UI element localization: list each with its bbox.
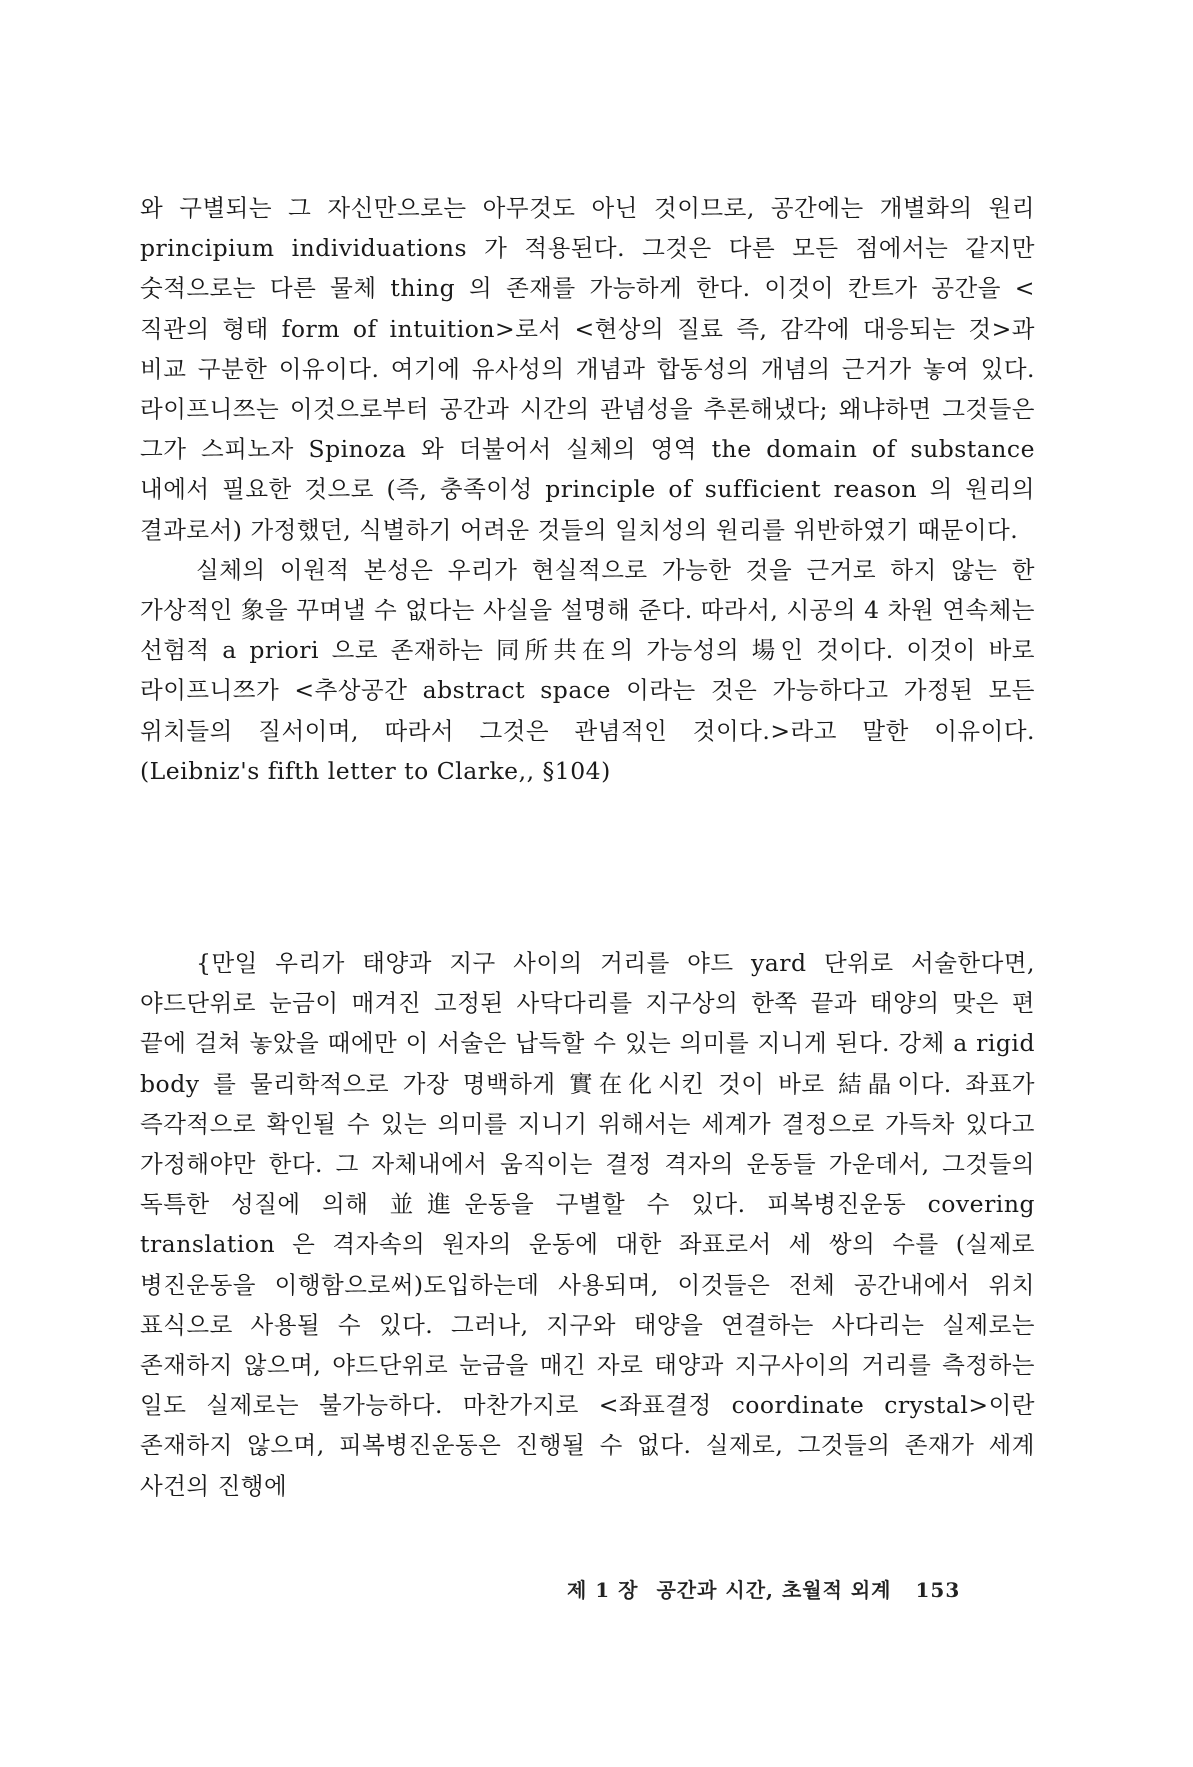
body-text-lower: [140, 943, 1035, 1506]
footer-title: 공간과 시간, 초월적 외계: [656, 1578, 892, 1602]
paragraph-leibniz-quote: 실체의 이원적 본성은 우리가 현실적으로 가능한 것을 근거로 하지 않는 한 가상적인 象을 꾸며낼 수 없다는 사실을 설명해 준다. 따라서, 시공의 4 차원 연속체는 선험적 a priori 으로 존재하는 同所共在의 가능성의 場인 것이다. 이것이 바로 라이프니쯔가 <추상공간 abstract space 이라는 것은 가능하다고 가정된 모든 위치들의 질서이며, 따라서 그것은 관념적인 것이다.>라고 말한 이유이다. (Leibniz's fifth letter to Clarke,, §104): [140, 555, 1035, 785]
page-number: 153: [915, 1578, 961, 1602]
paragraph-continuation: 와 구별되는 그 자신만으로는 아무것도 아닌 것이므로, 공간에는 개별화의 원리 principium individuations 가 적용된다. 그것은 다른 모든 점에서는 같지만 숫적으로는 다른 물체 thing 의 존재를 가능하게 한다. 이것이 칸트가 공간을 <직관의 형태 form of intuition>로서 <현상의 질료 즉, 감각에 대응되는 것>과 비교 구분한 이유이다. 여기에 유사성의 개념과 합동성의 개념의 근거가 놓여 있다. 라이프니쯔는 이것으로부터 공간과 시간의 관념성을 추론해냈다; 왜냐하면 그것들은 그가 스피노자 Spinoza 와 더불어서 실체의 영역 the domain of substance 내에서 필요한 것으로 (즉, 충족이성 principle of sufficient reason 의 원리의 결과로서) 가정했던, 식별하기 어려운 것들의 일치성의 원리를 위반하였기 때문이다.: [140, 194, 1035, 544]
page-footer: [567, 1574, 960, 1603]
footer-chapter: 제 1 장: [567, 1578, 639, 1602]
paragraph-coordinate-crystal: {만일 우리가 태양과 지구 사이의 거리를 야드 yard 단위로 서술한다면, 야드단위로 눈금이 매겨진 고정된 사닥다리를 지구상의 한쪽 끝과 태양의 맞은 편 끝에 걸쳐 놓았을 때에만 이 서술은 납득할 수 있는 의미를 지니게 된다. 강체 a rigid body 를 물리학적으로 가장 명백하게 實在化시킨 것이 바로 結晶이다. 좌표가 즉각적으로 확인될 수 있는 의미를 지니기 위해서는 세계가 결정으로 가득차 있다고 가정해야만 한다. 그 자체내에서 움직이는 결정 격자의 운동들 가운데서, 그것들의 독특한 성질에 의해 並進운동을 구별할 수 있다. 피복병진운동 covering translation 은 격자속의 원자의 운동에 대한 좌표로서 세 쌍의 수를 (실제로 병진운동을 이행함으로써)도입하는데 사용되며, 이것들은 전체 공간내에서 위치 표식으로 사용될 수 있다. 그러나, 지구와 태양을 연결하는 사다리는 실제로는 존재하지 않으며, 야드단위로 눈금을 매긴 자로 태양과 지구사이의 거리를 측정하는 일도 실제로는 불가능하다. 마찬가지로 <좌표결정 coordinate crystal>이란 존재하지 않으며, 피복병진운동은 진행될 수 없다. 실제로, 그것들의 존재가 세계 사건의 진행에: [140, 949, 1035, 1500]
body-text-upper: [140, 188, 1035, 791]
